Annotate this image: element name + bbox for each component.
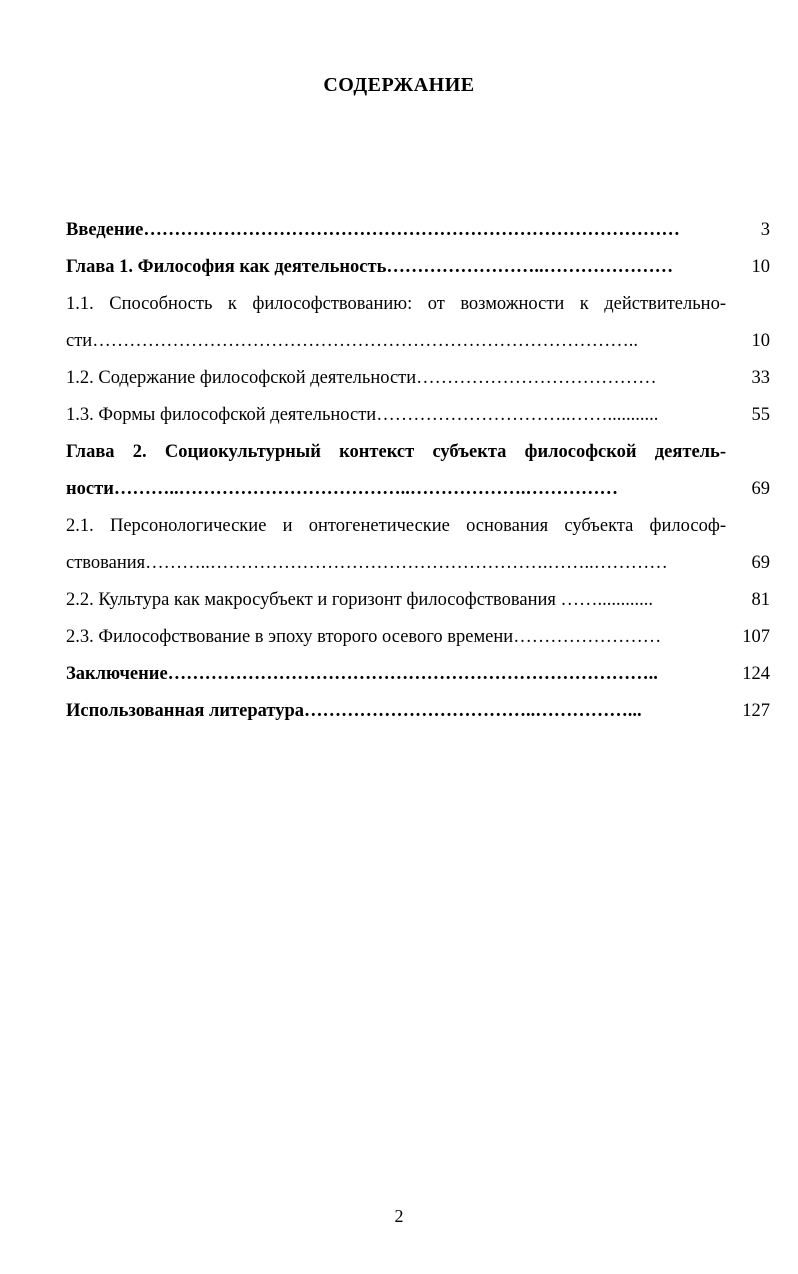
page-title: СОДЕРЖАНИЕ bbox=[323, 74, 475, 96]
toc-entry-text: Заключение…………………………………………………………………….. bbox=[66, 664, 658, 684]
toc-entry-section-2-2 bbox=[66, 582, 774, 619]
toc-entry-section-2-1-line-1 bbox=[66, 508, 774, 545]
toc-entry-page: 69 bbox=[751, 553, 770, 573]
toc-entry-page: 33 bbox=[751, 368, 770, 388]
toc-entry-references bbox=[66, 693, 774, 730]
table-of-contents bbox=[66, 212, 774, 730]
toc-entry-text: 2.3. Философствование в эпоху второго осевого времени…………………… bbox=[66, 627, 662, 647]
toc-entry-chapter-2-line-1 bbox=[66, 434, 774, 471]
toc-entry-page: 107 bbox=[742, 627, 770, 647]
page-number: 2 bbox=[394, 1206, 404, 1226]
toc-entry-text: Глава 2. Социокультурный контекст субъекта философской деятель- bbox=[66, 442, 726, 462]
toc-entry-page: 10 bbox=[751, 331, 770, 351]
toc-entry-section-1-2 bbox=[66, 360, 774, 397]
toc-entry-page: 69 bbox=[751, 479, 770, 499]
toc-entry-page: 10 bbox=[751, 257, 770, 277]
toc-entry-text: Использованная литература………………………………..……………... bbox=[66, 701, 642, 721]
toc-entry-text: 2.2. Культура как макросубъект и горизонт философствования ……............ bbox=[66, 590, 654, 610]
toc-entry-section-2-3 bbox=[66, 619, 774, 656]
toc-entry-text: ствования………..……………………………………………….……..………… bbox=[66, 553, 668, 573]
toc-entry-page: 81 bbox=[751, 590, 770, 610]
toc-entry-introduction bbox=[66, 212, 774, 249]
toc-entry-text: Введение…………………………………………………………………………… bbox=[66, 220, 680, 240]
toc-entry-text: 1.1. Способность к философствованию: от возможности к действительно- bbox=[66, 294, 726, 314]
toc-entry-section-1-1-line-1 bbox=[66, 286, 774, 323]
toc-entry-page: 127 bbox=[742, 701, 770, 721]
toc-entry-text: ности………..………………………………..……………….…………… bbox=[66, 479, 618, 499]
toc-entry-text: сти…………………………………………………………………………….. bbox=[66, 331, 638, 351]
toc-entry-page: 124 bbox=[742, 664, 770, 684]
toc-entry-page: 3 bbox=[760, 220, 770, 240]
toc-entry-text: 1.2. Содержание философской деятельности………………………………… bbox=[66, 368, 657, 388]
toc-entry-chapter-1 bbox=[66, 249, 774, 286]
toc-entry-text: 2.1. Персонологические и онтогенетические основания субъекта философ- bbox=[66, 516, 726, 536]
toc-entry-text: 1.3. Формы философской деятельности…………………………..……........... bbox=[66, 405, 659, 425]
toc-entry-page: 55 bbox=[751, 405, 770, 425]
toc-entry-chapter-2-line-2 bbox=[66, 471, 774, 508]
toc-entry-text: Глава 1. Философия как деятельность……………………..………………… bbox=[66, 257, 674, 277]
toc-entry-section-1-1-line-2 bbox=[66, 323, 774, 360]
toc-entry-conclusion bbox=[66, 656, 774, 693]
toc-entry-section-1-3 bbox=[66, 397, 774, 434]
toc-entry-section-2-1-line-2 bbox=[66, 545, 774, 582]
